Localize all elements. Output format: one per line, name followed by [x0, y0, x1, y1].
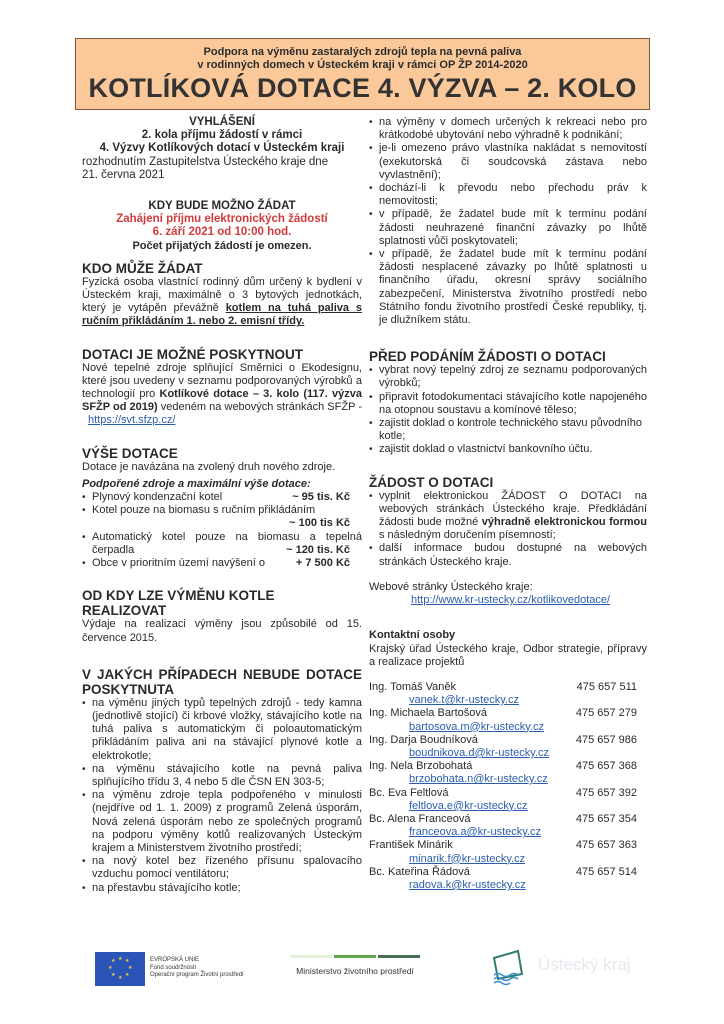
excluded-item: • dochází-li k převodu nebo přechodu práv k nemovitosti; [369, 182, 647, 208]
before-list [369, 364, 647, 456]
contact-entry [369, 707, 647, 733]
banner-subtitle-line1: Podpora na výměnu zastaralých zdrojů tepla na pevná paliva [203, 46, 522, 58]
contact-phone: 475 657 392 [575, 786, 637, 799]
eu-logo-text [150, 957, 244, 980]
banner-subtitle [76, 46, 649, 72]
excluded-item: • na výměnu zdroje tepla podpořeného v minulosti (nejdříve od 1. 1. 2009) z programů Zelená úsporám, Nová zelená úsporám nebo ze společných programů na podporu výměny kotlů realizovaných Ústeckým krajem a Ministerstvem životního prostředí; [82, 789, 362, 855]
amount-item: • Kotel pouze na biomasu s ručním přikládáním ~ 100 tis Kč [82, 504, 362, 530]
announcement-line1: 2. kola příjmu žádostí v rámci [141, 129, 303, 142]
ustecky-kraj-text: Ústecký kraj [538, 955, 631, 974]
contact-entry [369, 866, 647, 892]
eligible-section [82, 347, 362, 428]
amount-item: • Obce v prioritním území navýšení o + 7 500 Kč [82, 557, 362, 570]
amount-heading: VÝŠE DOTACE [82, 445, 178, 461]
contact-phone: 475 657 279 [575, 707, 637, 720]
eu-flag-icon: ★ ★ ★ ★ ★ ★ ★ ★ [95, 952, 145, 986]
eligible-heading: DOTACI JE MOŽNÉ POSKYTNOUT [82, 346, 304, 362]
ministry-logo [290, 955, 420, 976]
excluded-section [82, 667, 362, 895]
ministry-text: Ministerstvo životního prostředí [296, 966, 414, 976]
contact-email[interactable]: brzobohata.n@kr-ustecky.cz [409, 773, 548, 786]
left-column [82, 116, 362, 895]
when-note: Počet přijatých žádostí je omezen. [132, 239, 312, 252]
announcement-heading: VYHLÁŠENÍ [189, 116, 255, 128]
before-section [369, 349, 647, 456]
excluded-heading: V JAKÝCH PŘÍPADECH NEBUDE DOTACE POSKYTNUTA [82, 666, 362, 697]
contact-entry [369, 787, 647, 813]
contact-phone: 475 657 368 [575, 760, 637, 773]
announcement-line2: 4. Výzvy Kotlíkových dotací v Ústeckém kraji [99, 142, 345, 155]
contact-email[interactable]: bartosova.m@kr-ustecky.cz [409, 720, 545, 733]
amount-intro: Dotace je navázána na zvolený druh nového zdroje. [82, 460, 336, 473]
kr-ustecky-link[interactable]: http://www.kr-ustecky.cz/kotlikovedotace/ [411, 594, 611, 607]
when-heading: KDY BUDE MOŽNO ŽÁDAT [148, 200, 296, 213]
before-item: • připravit fotodokumentaci stávajícího kotle napojeného na otopnou soustavu a komínové těleso; [369, 391, 647, 417]
contacts-heading: Kontaktní osoby [369, 629, 456, 642]
eu-line2: Fond soudržnosti [150, 964, 197, 971]
contact-name: Ing. Michaela Bartošová [369, 707, 488, 720]
amount-item: • Plynový kondenzační kotel ~ 95 tis. Kč [82, 491, 362, 504]
banner-subtitle-line2: v rodinných domech v Ústeckém kraji v rámci OP ŽP 2014-2020 [197, 59, 528, 71]
excluded-item: • na přestavbu stávajícího kotle; [82, 882, 362, 895]
contact-entry [369, 734, 647, 760]
contact-name: František Minárik [369, 839, 453, 852]
contact-phone: 475 657 363 [575, 839, 637, 852]
contact-name: Ing. Darja Boudníková [369, 733, 478, 746]
before-item: • zajistit doklad o vlastnictví bankovního účtu. [369, 443, 647, 456]
who-text-underlined: kotlem na tuhá paliva s ručním přikládáním 1. nebo 2. emisní třídy. [82, 302, 362, 328]
contact-email[interactable]: radova.k@kr-ustecky.cz [409, 878, 526, 891]
excluded-item: • na výměnu stávajícího kotle na pevná paliva splňujícího třídu 3, 4 nebo 5 dle ČSN EN 303-5; [82, 763, 362, 789]
who-text: Fyzická osoba vlastnící rodinný dům určený k bydlení v Ústeckém kraji, maximálně o 3 bytových jednotkách, který je vytápěn převážně [82, 275, 362, 315]
application-item: • další informace budou dostupné na webových stránkách Ústeckého kraje. [369, 542, 647, 568]
excluded-item: • na nový kotel bez řízeného přísunu spalovacího vzduchu pomocí ventilátoru; [82, 855, 362, 881]
when-section [82, 200, 362, 253]
application-list [369, 490, 647, 569]
excluded-item: • na výměnu jiných typů tepelných zdrojů - tedy kamna (jednotlivě stojící) či krbové vložky, stávajícího kotle na tuhá paliva s automatickým či poloautomatickým přikládáním paliva ani na stávající plynové kotle a elektrokotle; [82, 697, 362, 763]
amount-section [82, 446, 362, 571]
announcement-line3: rozhodnutím Zastupitelstva Ústeckého kraje dne [82, 155, 329, 168]
contact-entry [369, 681, 647, 707]
contacts-section [369, 629, 647, 892]
excluded-item: • je-li omezeno právo vlastníka nakládat s nemovitostí (exekutorská či soudcovská zástava nebo vyvlastnění); [369, 142, 647, 182]
eligible-text2: vedeném na webových stránkách SFŽP - [157, 401, 362, 414]
excluded-item: • v případě, že žadatel bude mít k termínu podání žádosti neuhrazené finanční závazky po lhůtě splatnosti vůči poskytovateli; [369, 208, 647, 248]
since-text: Výdaje na realizaci výměny jsou způsobilé od 15. července 2015. [82, 618, 362, 644]
excluded-item: • v případě, že žadatel bude mít k termínu podání žádosti nesplacené závazky po lhůtě splatnosti u finančního úřadu, okresní správy sociálního zabezpečení, Ministerstva životního prostředí nebo Státního fondu životního prostředí České republiky, tj. je dlužníkem státu. [369, 248, 647, 327]
eligible-bold: Kotlíkové dotace – 3. kolo (117. výzva SFŽP od 2019) [82, 388, 362, 414]
contact-entry [369, 760, 647, 786]
announcement-line4: 21. června 2021 [82, 168, 165, 181]
contact-email[interactable]: feltlova.e@kr-ustecky.cz [409, 799, 528, 812]
when-start-line: Zahájení příjmu elektronických žádostí [116, 213, 328, 226]
eu-line3: Operační program Životní prostředí [150, 972, 244, 978]
when-start-date: 6. září 2021 od 10:00 hod. [152, 226, 292, 239]
application-section [369, 475, 647, 608]
application-heading: ŽÁDOST O DOTACI [369, 474, 494, 490]
eligible-text: Nové tepelné zdroje splňující Směrnici o Ekodesignu, které jsou uvedeny v seznamu podporovaných výrobků a technologií pro [82, 361, 362, 401]
contact-entry [369, 813, 647, 839]
ustecky-kraj-logo-icon [490, 948, 530, 988]
ministry-bars-icon [290, 955, 420, 958]
who-heading: KDO MŮŽE ŽÁDAT [82, 260, 203, 276]
contact-email[interactable]: boudnikova.d@kr-ustecky.cz [409, 746, 549, 759]
contact-name: Bc. Kateřina Řádová [369, 865, 470, 878]
contact-email[interactable]: franceova.a@kr-ustecky.cz [409, 826, 542, 839]
contact-phone: 475 657 986 [575, 733, 637, 746]
contact-email[interactable]: vanek.t@kr-ustecky.cz [409, 694, 519, 707]
contact-entry [369, 839, 647, 865]
banner-title: KOTLÍKOVÁ DOTACE 4. VÝZVA – 2. KOLO [88, 73, 637, 103]
contact-phone: 475 657 511 [576, 680, 637, 693]
amount-subheading: Podpořené zdroje a maximální výše dotace: [82, 477, 311, 490]
since-section [82, 588, 362, 644]
eu-line1: EVROPSKÁ UNIE [150, 957, 200, 963]
before-item: • vybrat nový tepelný zdroj ze seznamu podporovaných výrobků; [369, 364, 647, 390]
footer-logos [0, 945, 724, 990]
contact-email[interactable]: minarik.f@kr-ustecky.cz [409, 852, 526, 865]
contacts-department: Krajský úřad Ústeckého kraje, Odbor strategie, přípravy a realizace projektů [369, 642, 647, 668]
contact-phone: 475 657 354 [575, 812, 637, 825]
sfzp-link[interactable]: https://svt.sfzp.cz/ [88, 414, 176, 427]
web-link-wrap [369, 594, 647, 607]
application-item: • vyplnit elektronickou ŽÁDOST O DOTACI na webových stránkách Ústeckého kraje. Předkládání žádosti bude možné výhradně elektronickou formou s následným doručením písemností; [369, 490, 647, 543]
contact-name: Bc. Alena Franceová [369, 812, 471, 825]
contact-name: Ing. Tomáš Vaněk [369, 680, 457, 693]
amount-item: • Automatický kotel pouze na biomasu a tepelná čerpadla ~ 120 tis. Kč [82, 531, 362, 557]
right-column [369, 116, 647, 892]
contact-phone: 475 657 514 [575, 865, 637, 878]
web-label: Webové stránky Ústeckého kraje: [369, 580, 533, 593]
who-section [82, 261, 362, 329]
excluded-list-left [82, 697, 362, 895]
amount-list [82, 491, 362, 570]
excluded-item: • na výměny v domech určených k rekreaci nebo pro krátkodobé ubytování nebo výhradně k podnikání; [369, 116, 647, 142]
before-heading: PŘED PODÁNÍM ŽÁDOSTI O DOTACI [369, 349, 606, 365]
excluded-list-right [369, 116, 647, 327]
header-banner [75, 38, 650, 110]
announcement-section [82, 116, 362, 156]
contact-name: Bc. Eva Feltlová [369, 786, 449, 799]
since-heading: OD KDY LZE VÝMĚNU KOTLE REALIZOVAT [82, 588, 275, 619]
contact-name: Ing. Nela Brzobohatá [369, 760, 473, 773]
before-item: • zajistit doklad o kontrole technického stavu původního kotle; [369, 417, 647, 443]
